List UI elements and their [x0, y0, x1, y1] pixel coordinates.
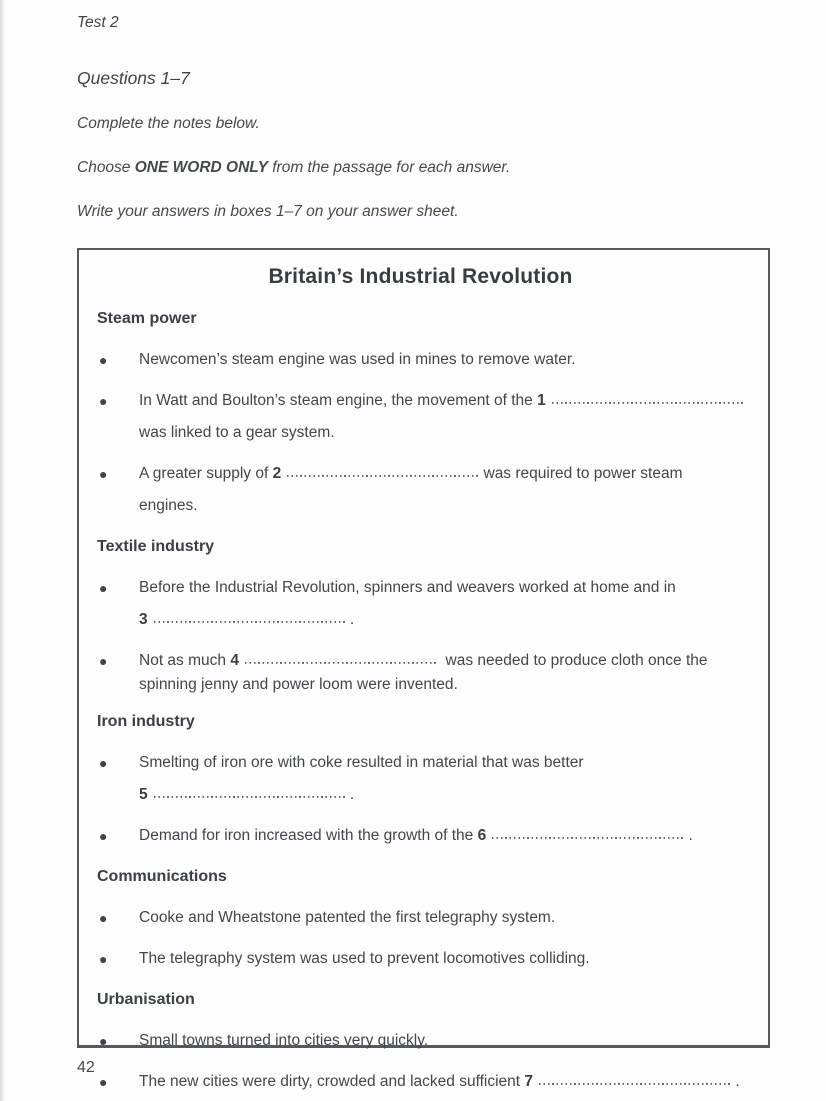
bullet-item [97, 902, 744, 934]
bullet-item [97, 820, 744, 852]
text-segment: Newcomen’s steam engine was used in mines to remove water. [139, 351, 576, 368]
bullet-icon: ● [99, 828, 108, 844]
bullet-text [139, 902, 744, 934]
text-segment: Not as much [139, 652, 231, 669]
bullet-text [139, 572, 744, 636]
bullet-text [139, 649, 744, 697]
instruction-choose-one-word [77, 159, 770, 177]
question-number: 3 [139, 611, 148, 628]
bullet-item [97, 747, 744, 811]
bullet-text [139, 820, 744, 852]
answer-blank-7 [539, 1074, 731, 1086]
notes-section-communications [97, 861, 744, 975]
answer-blank-1 [552, 393, 744, 405]
text-segment: was linked to a gear system. [139, 424, 335, 441]
instruction-write-answers: Write your answers in boxes 1–7 on your answer sheet. [77, 203, 459, 220]
text-segment: . [345, 611, 355, 628]
bullet-item [97, 645, 744, 697]
instruction-choose-bold: ONE WORD ONLY [134, 159, 268, 176]
bullet-icon: ● [99, 910, 108, 926]
bullet-text [139, 943, 744, 975]
bullet-text [139, 385, 744, 449]
question-number: 1 [537, 392, 546, 409]
bullet-icon: ● [99, 580, 108, 596]
text-segment: spinning jenny and power loom were invented. [139, 676, 458, 693]
text-segment: Small towns turned into cities very quickly. [139, 1032, 429, 1049]
question-number: 4 [230, 652, 239, 669]
bullet-item [97, 1066, 744, 1098]
text-segment: A greater supply of [139, 465, 273, 482]
text-segment: . [345, 786, 355, 803]
bullet-icon: ● [99, 951, 108, 967]
test-header: Test 2 [77, 14, 119, 31]
notes-sections [97, 303, 744, 1098]
section-heading: Urbanisation [97, 991, 195, 1008]
answer-blank-5 [154, 787, 346, 799]
notes-section-urbanisation [97, 984, 744, 1098]
notes-section-iron-industry [97, 706, 744, 852]
instruction-choose-suffix: from the passage for each answer. [267, 159, 511, 176]
answer-blank-3 [154, 612, 346, 624]
section-heading: Steam power [97, 310, 197, 327]
text-segment: . [684, 827, 693, 844]
section-heading: Iron industry [97, 713, 195, 730]
notes-title: Britain’s Industrial Revolution [268, 265, 573, 288]
bullet-item [97, 344, 744, 376]
instruction-choose-prefix: Choose [77, 159, 135, 176]
answer-blank-4 [245, 653, 437, 665]
notes-section-textile-industry [97, 531, 744, 697]
answer-blank-6 [492, 828, 684, 840]
bullet-text [139, 1025, 744, 1057]
bullet-icon: ● [99, 1033, 108, 1049]
text-segment: The new cities were dirty, crowded and lacked sufficient [139, 1073, 525, 1090]
questions-range-title: Questions 1–7 [77, 68, 190, 88]
answer-blank-2 [287, 466, 479, 478]
bullet-icon: ● [99, 393, 108, 409]
section-heading: Textile industry [97, 538, 215, 555]
question-number: 2 [272, 465, 282, 482]
text-segment: Before the Industrial Revolution, spinners and weavers worked at home and in [139, 579, 676, 596]
text-segment: was required to power steam engines. [139, 465, 683, 514]
bullet-text [139, 747, 744, 811]
text-segment: was needed to produce cloth once the [436, 652, 708, 669]
bullet-item [97, 1025, 744, 1057]
document-page [77, 0, 770, 1090]
text-segment: In Watt and Boulton’s steam engine, the movement of the [139, 392, 538, 409]
text-segment: . [731, 1073, 740, 1090]
section-heading: Communications [97, 868, 227, 885]
bullet-item [97, 572, 744, 636]
bullet-icon: ● [99, 352, 108, 368]
bullet-text [139, 344, 744, 376]
bullet-icon: ● [99, 653, 108, 669]
text-segment: Smelting of iron ore with coke resulted in material that was better [139, 754, 584, 771]
bullet-text [139, 458, 744, 522]
page-number: 42 [77, 1059, 95, 1076]
bullet-item [97, 385, 744, 449]
bullet-item [97, 458, 744, 522]
question-number: 5 [139, 786, 148, 803]
text-segment: Demand for iron increased with the growth of the [139, 827, 478, 844]
question-number: 6 [477, 827, 487, 844]
bullet-icon: ● [99, 466, 108, 482]
bullet-icon: ● [99, 1074, 108, 1090]
instruction-complete-notes: Complete the notes below. [77, 115, 260, 132]
bullet-text [139, 1066, 744, 1098]
notes-section-steam-power [97, 303, 744, 522]
bullet-item [97, 943, 744, 975]
text-segment: Cooke and Wheatstone patented the first telegraphy system. [139, 909, 556, 926]
question-number: 7 [524, 1073, 534, 1090]
bullet-icon: ● [99, 755, 108, 771]
text-segment: The telegraphy system was used to prevent locomotives colliding. [139, 950, 590, 967]
